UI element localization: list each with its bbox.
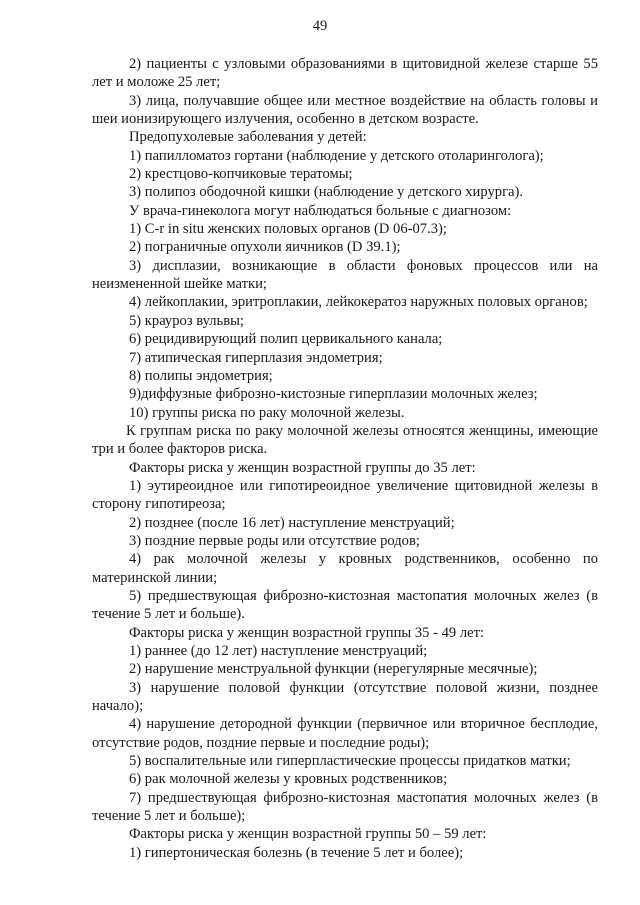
paragraph: 4) рак молочной железы у кровных родственников, особенно по материнской линии; [92,551,598,586]
paragraph: 9)диффузные фиброзно-кистозные гиперплазии молочных желез; [129,386,538,403]
paragraph: 3) нарушение половой функции (отсутствие половой жизни, позднее начало); [92,679,598,715]
paragraph: 5) воспалительные или гиперпластические процессы придатков матки; [129,753,571,770]
paragraph: 8) полипы эндометрия; [129,367,273,384]
paragraph: 5) крауроз вульвы; [129,312,244,329]
paragraph: 1) гипертоническая болезнь (в течение 5 лет и более); [129,844,464,861]
paragraph: 2) позднее (после 16 лет) наступление менструаций; [129,514,455,531]
paragraph: 10) группы риска по раку молочной железы. [129,404,405,421]
paragraph: 3) поздние первые роды или отсутствие родов; [129,532,420,549]
document-body [92,55,598,862]
paragraph: 3) полипоз ободочной кишки (наблюдение у детского хирурга). [129,184,524,201]
page-number: 49 [312,18,328,34]
paragraph: Факторы риска у женщин возрастной группы 35 - 49 лет: [129,624,485,641]
paragraph: 4) лейкоплакии, эритроплакии, лейкокератоз наружных половых органов; [129,294,588,311]
paragraph: 1) эутиреоидное или гипотиреоидное увеличение щитовидной железы в сторону гипотиреоза; [92,477,598,513]
paragraph: 1) папилломатоз гортани (наблюдение у детского отоларинголога); [129,147,544,164]
paragraph: 1) раннее (до 12 лет) наступление менструаций; [129,643,428,659]
paragraph: 2) пограничные опухоли яичников (D 39.1); [129,239,401,256]
paragraph: 4) нарушение детородной функции (первичное или вторичное бесплодие, отсутствие родов, поздние первые и последние роды); [92,716,598,751]
paragraph: 7) предшествующая фиброзно-кистозная мастопатия молочных желез (в течение 5 лет и больше); [92,789,598,825]
paragraph: 6) рак молочной железы у кровных родственников; [129,771,448,788]
paragraph: Факторы риска у женщин возрастной группы до 35 лет: [129,459,476,476]
paragraph: Предопухолевые заболевания у детей: [129,129,367,146]
paragraph: 2) нарушение менструальной функции (нерегулярные месячные); [129,661,538,678]
paragraph: 5) предшествующая фиброзно-кистозная мастопатия молочных желез (в течение 5 лет и больше). [92,587,598,623]
paragraph: 3) лица, получавшие общее или местное воздействие на область головы и шеи ионизирующего излучения, особенно в детском возрасте. [92,92,598,128]
paragraph: К группам риска по раку молочной железы относятся женщины, имеющие три и более факторов риска. [92,422,598,458]
paragraph: 1) C-r in situ женских половых органов (D 06-07.3); [129,221,447,238]
paragraph: 7) атипическая гиперплазия эндометрия; [129,349,383,366]
paragraph: 3) дисплазии, возникающие в области фоновых процессов или на неизмененной шейке матки; [92,257,598,293]
paragraph: 2) пациенты с узловыми образованиями в щитовидной железе старше 55 лет и моложе 25 лет; [92,56,598,91]
paragraph: 6) рецидивирующий полип цервикального канала; [129,331,443,348]
paragraph: У врача-гинеколога могут наблюдаться больные с диагнозом: [129,202,512,219]
paragraph: 2) крестцово-копчиковые тератомы; [129,166,353,183]
paragraph: Факторы риска у женщин возрастной группы 50 – 59 лет: [129,826,487,843]
